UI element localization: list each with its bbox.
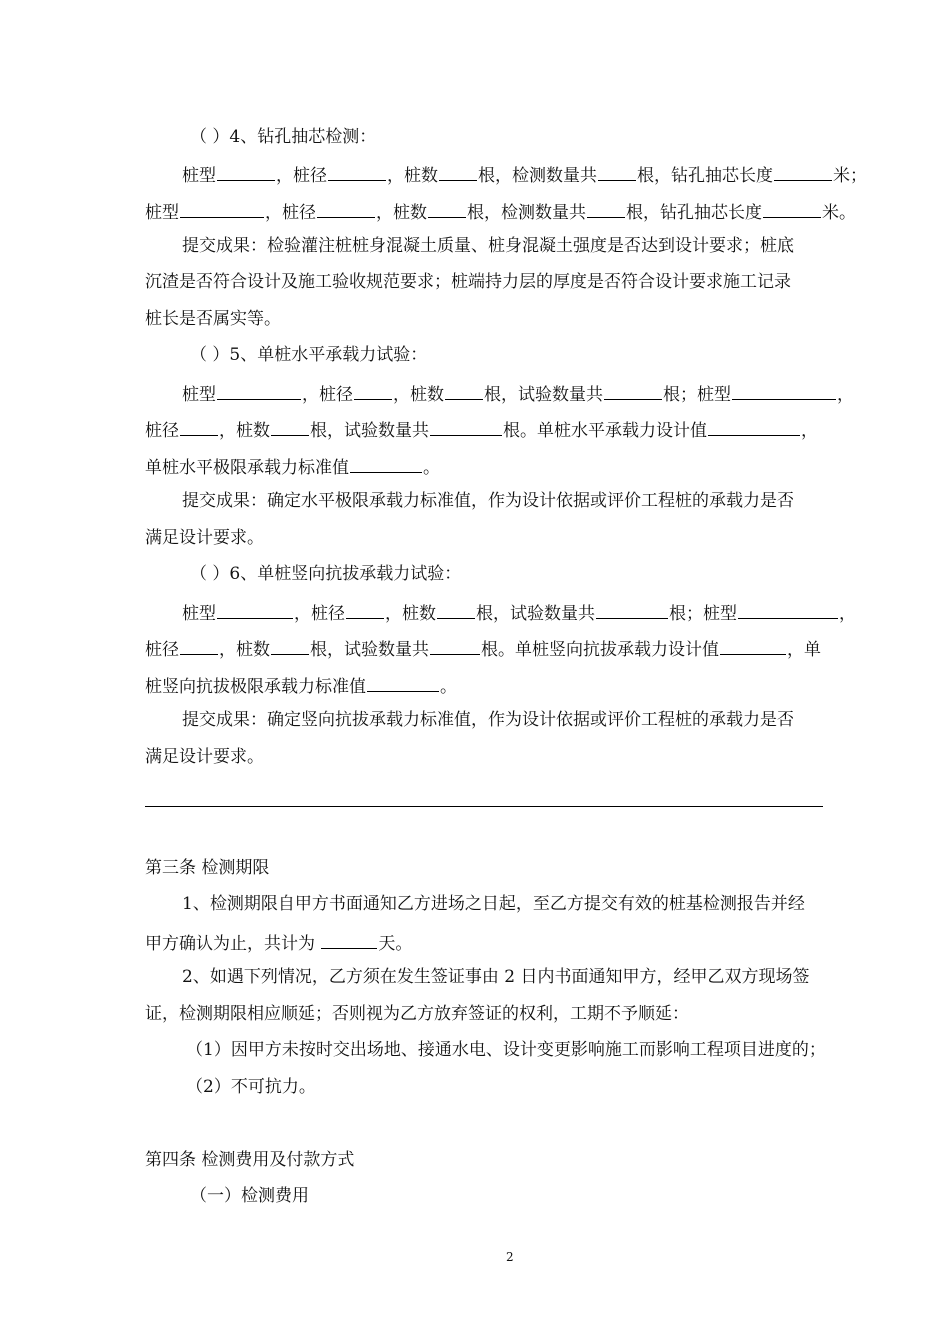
- text-segment: 提交成果：确定水平极限承载力标准值，作为设计依据或评价工程桩的承载力是否: [182, 491, 794, 511]
- text-segment: 根；桩型: [663, 385, 731, 405]
- text-line: [145, 931, 412, 954]
- fill-in-blank[interactable]: [732, 382, 836, 400]
- fill-in-blank[interactable]: [604, 382, 662, 400]
- fill-in-blank[interactable]: [720, 637, 786, 655]
- text-line: [145, 747, 264, 767]
- fill-in-blank[interactable]: [738, 601, 838, 619]
- text-segment: 满足设计要求。: [145, 747, 264, 767]
- text-segment: ，桩数: [376, 203, 427, 223]
- text-segment: 桩型: [182, 385, 216, 405]
- text-line: [182, 382, 854, 405]
- text-line: [145, 455, 440, 478]
- text-segment: ，桩数: [219, 421, 270, 441]
- text-line: [182, 601, 856, 624]
- fill-in-blank[interactable]: [437, 601, 475, 619]
- fill-in-blank[interactable]: [445, 382, 483, 400]
- text-segment: 提交成果：确定竖向抗拔承载力标准值，作为设计依据或评价工程桩的承载力是否: [182, 710, 794, 730]
- fill-in-blank[interactable]: [354, 382, 392, 400]
- horizontal-rule: [145, 806, 823, 807]
- fill-in-blank[interactable]: [708, 418, 800, 436]
- fill-in-blank[interactable]: [763, 200, 821, 218]
- text-segment: ，桩径: [276, 166, 327, 186]
- text-segment: 桩竖向抗拔极限承载力标准值: [145, 677, 366, 697]
- text-segment: ，: [839, 604, 856, 624]
- text-segment: 桩径: [145, 421, 179, 441]
- text-segment: 证，检测期限相应顺延；否则视为乙方放弃签证的权利，工期不予顺延：: [145, 1004, 689, 1024]
- text-segment: 根，试验数量共: [484, 385, 603, 405]
- text-segment: 根，试验数量共: [310, 421, 429, 441]
- text-line: [145, 272, 791, 292]
- text-line: [145, 858, 269, 878]
- text-line: [145, 674, 457, 697]
- fill-in-blank[interactable]: [430, 637, 480, 655]
- fill-in-blank[interactable]: [271, 637, 309, 655]
- text-segment: 沉渣是否符合设计及施工验收规范要求；桩端持力层的厚度是否符合设计要求施工记录: [145, 272, 791, 292]
- text-line: [145, 418, 818, 441]
- fill-in-blank[interactable]: [180, 637, 218, 655]
- text-segment: （2）不可抗力。: [186, 1077, 316, 1097]
- text-segment: ，: [801, 421, 818, 441]
- text-segment: 桩型: [145, 203, 179, 223]
- text-line: [182, 163, 867, 186]
- text-line: [190, 564, 461, 584]
- fill-in-blank[interactable]: [180, 418, 218, 436]
- text-segment: 桩径: [145, 640, 179, 660]
- page-number: 2: [506, 1250, 514, 1264]
- fill-in-blank[interactable]: [430, 418, 502, 436]
- text-line: [190, 1186, 309, 1206]
- text-segment: 第四条 检测费用及付款方式: [145, 1150, 355, 1170]
- text-segment: 根，试验数量共: [476, 604, 595, 624]
- text-segment: 单桩水平极限承载力标准值: [145, 458, 349, 478]
- text-segment: （1）因甲方未按时交出场地、接通水电、设计变更影响施工而影响工程项目进度的；: [186, 1040, 826, 1060]
- fill-in-blank[interactable]: [328, 163, 386, 181]
- fill-in-blank[interactable]: [596, 601, 668, 619]
- text-segment: ，桩数: [387, 166, 438, 186]
- text-segment: 甲方确认为止，共计为: [145, 934, 321, 954]
- text-segment: 根。单桩竖向抗拔承载力设计值: [481, 640, 719, 660]
- fill-in-blank[interactable]: [587, 200, 625, 218]
- text-segment: 满足设计要求。: [145, 528, 264, 548]
- text-segment: ，单: [787, 640, 821, 660]
- text-line: [182, 967, 809, 987]
- text-segment: 天。: [378, 934, 413, 954]
- text-segment: 2、如遇下列情况，乙方须在发生签证事由 2 日内书面通知甲方，经甲乙双方现场签: [182, 967, 810, 987]
- text-segment: ，: [837, 385, 854, 405]
- text-segment: 。: [440, 677, 457, 697]
- text-segment: 米。: [822, 203, 856, 223]
- text-segment: 桩型: [182, 604, 216, 624]
- text-segment: 根，检测数量共: [478, 166, 597, 186]
- text-line: [145, 1150, 354, 1170]
- fill-in-blank[interactable]: [350, 455, 422, 473]
- text-line: [182, 236, 794, 256]
- text-segment: ，桩数: [393, 385, 444, 405]
- text-line: [182, 710, 794, 730]
- text-line: [145, 1004, 689, 1024]
- text-line: [186, 1077, 316, 1097]
- text-segment: ，桩径: [302, 385, 353, 405]
- fill-in-blank[interactable]: [428, 200, 466, 218]
- text-line: [145, 637, 821, 660]
- text-line: [145, 528, 264, 548]
- text-segment: ，桩径: [294, 604, 345, 624]
- text-segment: 根。单桩水平承载力设计值: [503, 421, 707, 441]
- text-segment: ，桩径: [265, 203, 316, 223]
- text-segment: 桩长是否属实等。: [145, 309, 281, 329]
- fill-in-blank[interactable]: [439, 163, 477, 181]
- fill-in-blank[interactable]: [271, 418, 309, 436]
- text-segment: 第三条 检测期限: [145, 858, 270, 878]
- fill-in-blank[interactable]: [180, 200, 264, 218]
- fill-in-blank[interactable]: [346, 601, 384, 619]
- text-segment: 根，检测数量共: [467, 203, 586, 223]
- fill-in-blank[interactable]: [367, 674, 439, 692]
- text-segment: 米；: [833, 166, 867, 186]
- text-segment: 根；桩型: [669, 604, 737, 624]
- text-segment: 根，钻孔抽芯长度: [626, 203, 762, 223]
- text-segment: 。: [423, 458, 440, 478]
- fill-in-blank[interactable]: [217, 382, 301, 400]
- fill-in-blank[interactable]: [598, 163, 636, 181]
- text-segment: （ ）5、单桩水平承载力试验：: [190, 345, 428, 365]
- text-segment: ，桩数: [385, 604, 436, 624]
- text-segment: 根，试验数量共: [310, 640, 429, 660]
- text-line: [182, 894, 805, 914]
- text-line: [182, 491, 794, 511]
- text-segment: 提交成果：检验灌注桩桩身混凝土质量、桩身混凝土强度是否达到设计要求；桩底: [182, 236, 794, 256]
- text-segment: 根，钻孔抽芯长度: [637, 166, 773, 186]
- text-line: [186, 1040, 826, 1060]
- text-segment: ，桩数: [219, 640, 270, 660]
- text-line: [190, 345, 427, 365]
- text-segment: 1、检测期限自甲方书面通知乙方进场之日起，至乙方提交有效的桩基检测报告并经: [182, 894, 805, 914]
- text-line: [145, 200, 856, 223]
- text-line: [145, 309, 281, 329]
- text-line: [190, 127, 376, 147]
- text-segment: 桩型: [182, 166, 216, 186]
- fill-in-blank[interactable]: [217, 163, 275, 181]
- text-segment: （ ）4、钻孔抽芯检测：: [190, 127, 377, 147]
- fill-in-blank[interactable]: [217, 601, 293, 619]
- fill-in-blank[interactable]: [774, 163, 832, 181]
- text-segment: （ ）6、单桩竖向抗拔承载力试验：: [190, 564, 462, 584]
- text-segment: （一）检测费用: [190, 1186, 309, 1206]
- fill-in-blank[interactable]: [317, 200, 375, 218]
- fill-in-blank[interactable]: [321, 931, 377, 949]
